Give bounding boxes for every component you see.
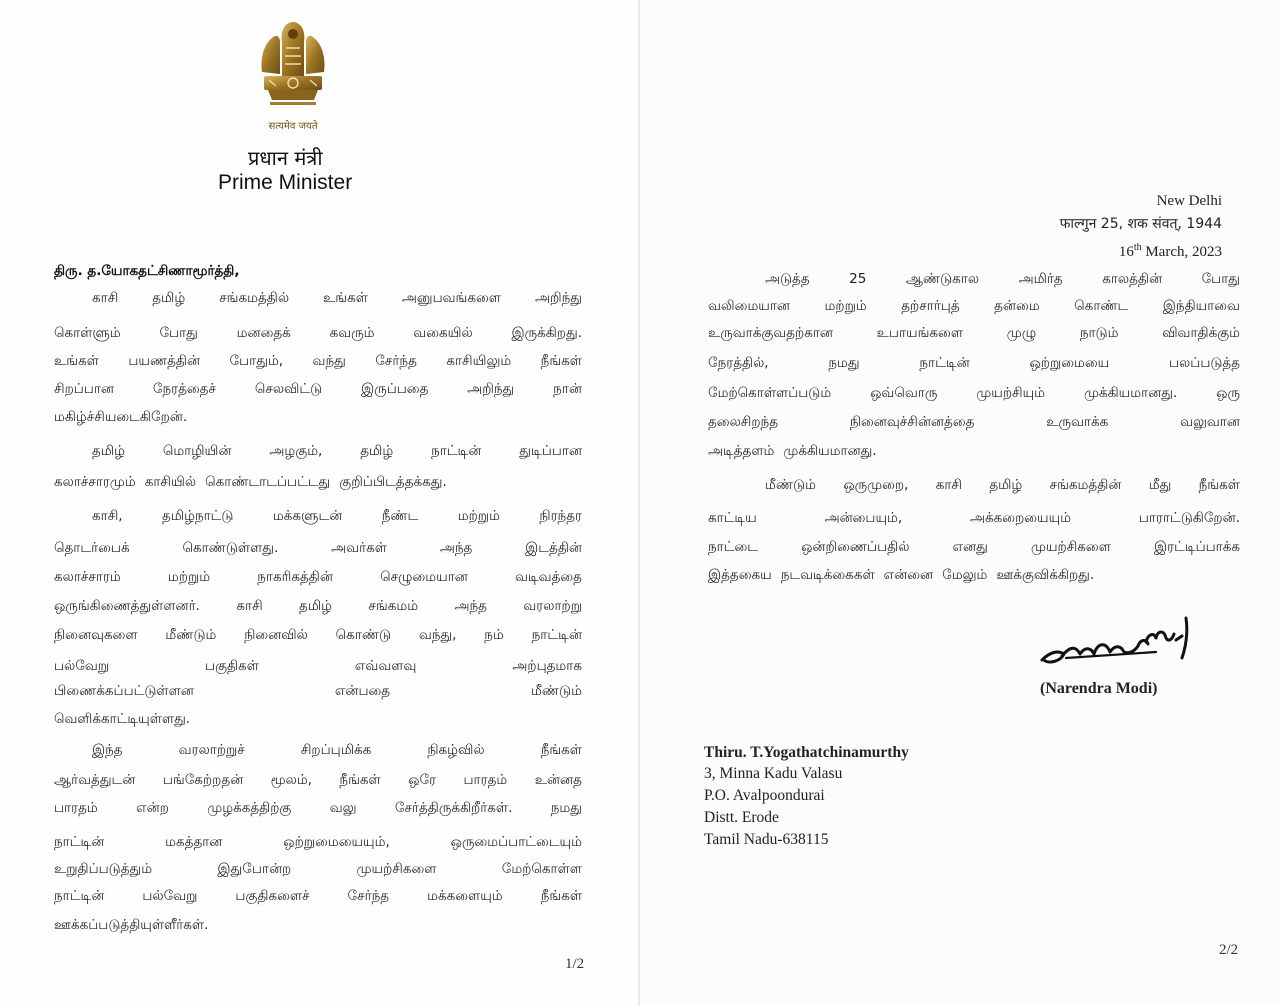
- letter-line: இத்தகைய நடவடிக்கைகள் என்னை மேலும் ஊக்குவிக்கிறது.: [708, 567, 1095, 583]
- letter-line: கலாச்சாரம் மற்றும் நாகரிகத்தின் செழுமையான வடிவத்தை: [54, 569, 582, 585]
- letter-line: பல்வேறு பகுதிகள் எவ்வளவு அற்புதமாக: [54, 658, 582, 674]
- letter-line: தலைசிறந்த நினைவுச்சின்னத்தை உருவாக்க வலுவான: [708, 414, 1240, 430]
- recipient-address-line: Tamil Nadu-638115: [704, 831, 829, 848]
- date-month-year: March, 2023: [1141, 244, 1222, 260]
- letter-line: நினைவுகளை மீண்டும் நினைவில் கொண்டு வந்து, நம் நாட்டின்: [54, 627, 582, 643]
- letter-line: பிணைக்கப்பட்டுள்ளன என்பதை மீண்டும்: [54, 683, 582, 699]
- letter-line: உறுதிப்படுத்தும் இதுபோன்ற முயற்சிகளை மேற்கொள்ள: [54, 861, 582, 877]
- letter-line: உருவாக்குவதற்கான உபாயங்களை முழு நாடும் விவாதிக்கும்: [708, 325, 1240, 341]
- letter-line: நாட்டின் பல்வேறு பகுதிகளைச் சேர்ந்த மக்களையும் நீங்கள்: [54, 888, 582, 904]
- letter-line: ஒருங்கிணைத்துள்ளனர். காசி தமிழ் சங்கமம் அந்த வரலாற்று: [54, 598, 582, 614]
- letter-line: இந்த வரலாற்றுச் சிறப்புமிக்க நிகழ்வில் நீங்கள்: [92, 742, 582, 758]
- place: New Delhi: [1156, 193, 1222, 209]
- signatory-name: (Narendra Modi): [1040, 680, 1158, 697]
- date-suffix: th: [1133, 242, 1142, 253]
- letter-line: அடுத்த 25 ஆண்டுகால அமிர்த காலத்தின் போது: [765, 271, 1240, 287]
- letter-line: மீண்டும் ஒருமுறை, காசி தமிழ் சங்கமத்தின் மீது நீங்கள்: [765, 477, 1240, 493]
- letter-line: மகிழ்ச்சியடைகிறேன்.: [54, 409, 188, 425]
- letter-line: காசி, தமிழ்நாட்டு மக்களுடன் நீண்ட மற்றும் நிரந்தர: [92, 508, 582, 524]
- recipient-address-line: 3, Minna Kadu Valasu: [704, 765, 843, 782]
- office-title-english: Prime Minister: [218, 171, 353, 194]
- letter-line: ஊக்கப்படுத்தியுள்ளீர்கள்.: [54, 917, 209, 933]
- letter-line: அடித்தளம் முக்கியமானது.: [708, 443, 877, 459]
- letter-line: நேரத்தில், நமது நாட்டின் ஒற்றுமையை பலப்படுத்த: [708, 355, 1240, 371]
- recipient-address-line: Distt. Erode: [704, 809, 779, 826]
- page-divider: [638, 0, 640, 1006]
- dateline: [1060, 190, 1222, 264]
- letter-line: கொள்ளும் போது மனதைக் கவரும் வகையில் இருக்கிறது.: [54, 325, 582, 341]
- letter-line: மேற்கொள்ளப்படும் ஒவ்வொரு முயற்சியும் முக்கியமானது. ஒரு: [708, 385, 1240, 401]
- letter-line: சிறப்பான நேரத்தைச் செலவிட்டு இருப்பதை அறிந்து நான்: [54, 381, 582, 397]
- letter-line: பாரதம் என்ற முழக்கத்திற்கு வலு சேர்த்திருக்கிறீர்கள். நமது: [54, 800, 582, 816]
- salutation: திரு. த.யோகதட்சிணாமூர்த்தி,: [54, 263, 240, 279]
- hindu-calendar-date: फाल्गुन 25, शक संवत्, 1944: [1059, 216, 1222, 232]
- office-title-hindi: प्रधान मंत्री: [248, 146, 323, 170]
- letter-line: உங்கள் பயணத்தின் போதும், வந்து சேர்ந்த காசியிலும் நீங்கள்: [54, 353, 582, 369]
- signature-mark: [1036, 612, 1206, 674]
- page-number-1: 1/2: [565, 956, 585, 972]
- letter-line: வலிமையான மற்றும் தற்சார்புத் தன்மை கொண்ட இந்தியாவை: [708, 298, 1240, 314]
- national-emblem-icon: [256, 18, 330, 118]
- date-day: 16: [1118, 244, 1134, 260]
- letter-line: நாட்டை ஒன்றிணைப்பதில் எனது முயற்சிகளை இரட்டிப்பாக்க: [708, 539, 1240, 555]
- letter-line: காசி தமிழ் சங்கமத்தில் உங்கள் அனுபவங்களை அறிந்து: [92, 290, 582, 306]
- recipient-name: Thiru. T.Yogathatchinamurthy: [704, 744, 909, 761]
- gregorian-date: [1060, 236, 1222, 264]
- letter-page-2: [640, 0, 1280, 1006]
- letter-line: வெளிக்காட்டியுள்ளது.: [54, 711, 191, 727]
- emblem-motto: सत्यमेव जयते: [268, 121, 318, 132]
- letter-line: காட்டிய அன்பையும், அக்கறையையும் பாராட்டுகிறேன்.: [708, 510, 1240, 526]
- letter-line: ஆர்வத்துடன் பங்கேற்றதன் மூலம், நீங்கள் ஒரே பாரதம் உன்னத: [54, 772, 582, 788]
- letter-line: கலாச்சாரமும் காசியில் கொண்டாடப்பட்டது குறிப்பிடத்தக்கது.: [54, 474, 447, 490]
- recipient-address-line: P.O. Avalpoondurai: [704, 787, 825, 804]
- letter-line: தமிழ் மொழியின் அழகும், தமிழ் நாட்டின் துடிப்பான: [92, 443, 582, 459]
- letter-line: தொடர்பைக் கொண்டுள்ளது. அவர்கள் அந்த இடத்தின்: [54, 540, 582, 556]
- letter-line: நாட்டின் மகத்தான ஒற்றுமையையும், ஒருமைப்பாட்டையும்: [54, 834, 582, 850]
- page-number-2: 2/2: [1219, 942, 1239, 958]
